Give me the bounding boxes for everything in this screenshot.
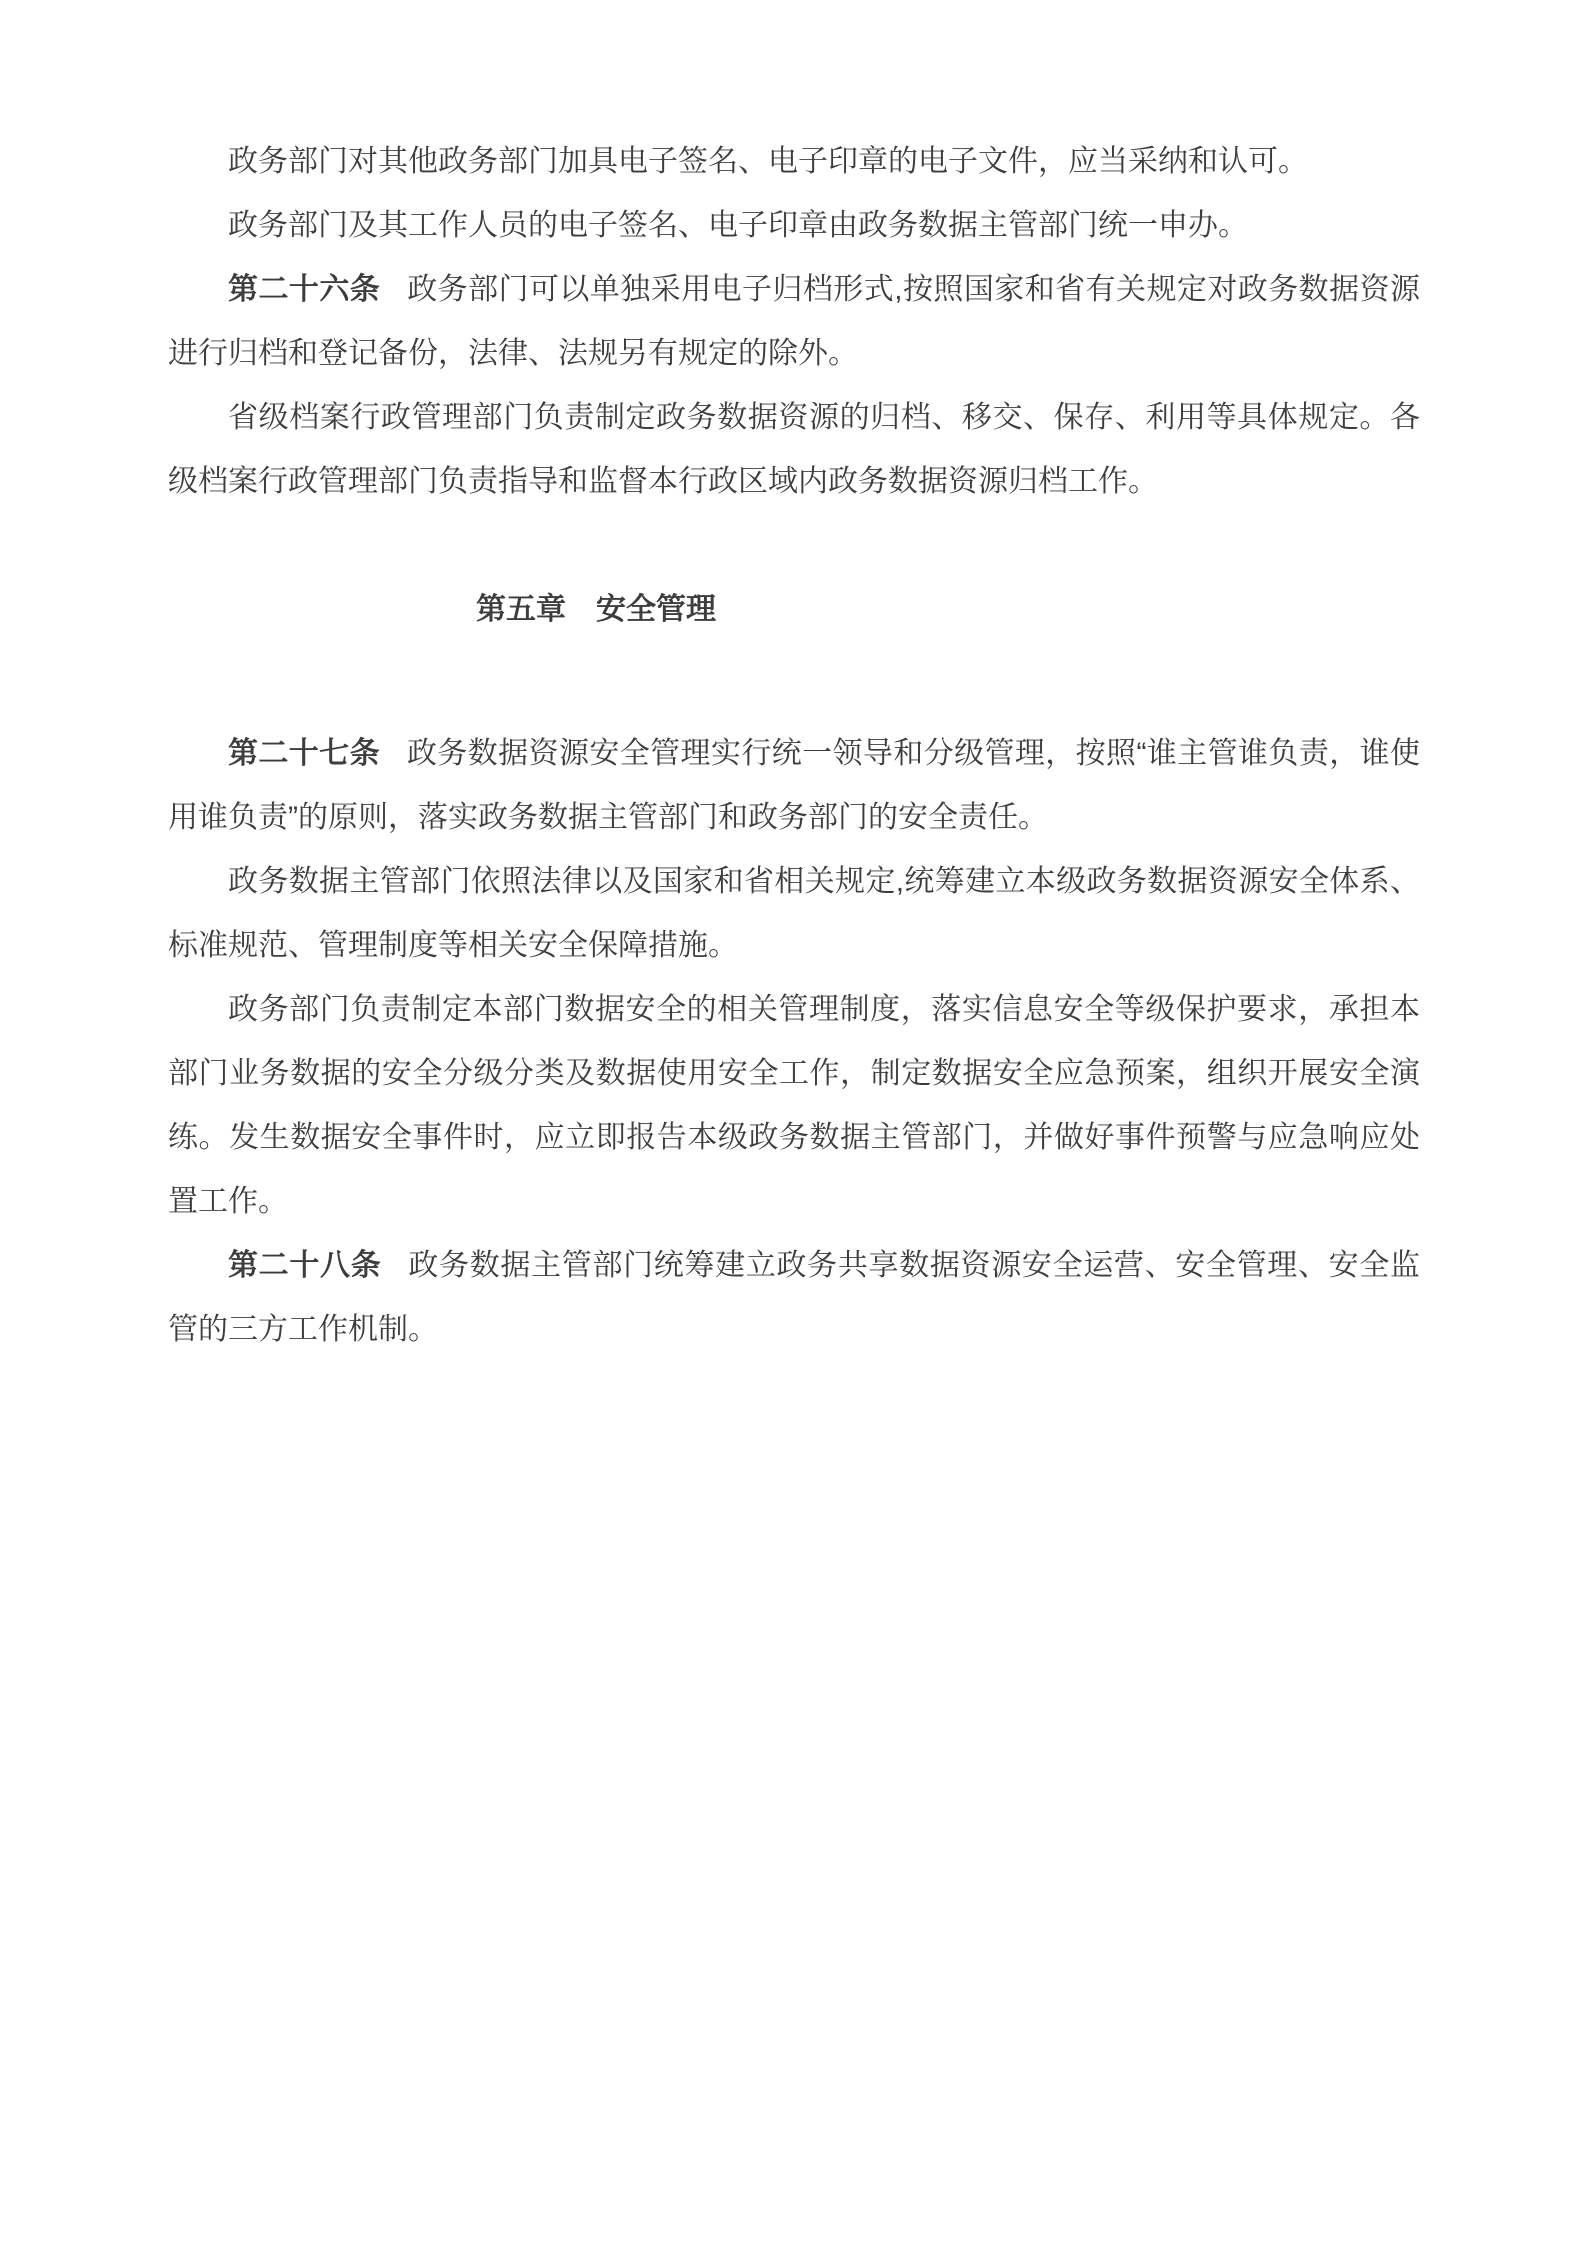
article-number: 第二十七条 — [228, 737, 380, 770]
paragraph-text: 政务数据主管部门依照法律以及国家和省相关规定,统筹建立本级政务数据资源安全体系、标准规范、管理制度等相关安全保障措施。 — [168, 865, 1420, 962]
paragraph-text: 政务数据主管部门统筹建立政务共享数据资源安全运营、安全管理、安全监管的三方工作机制。 — [168, 1249, 1421, 1346]
paragraph-text: 政务数据资源安全管理实行统一领导和分级管理，按照“谁主管谁负责，谁使用谁负责”的原则，落实政务数据主管部门和政务部门的安全责任。 — [168, 737, 1420, 834]
paragraph-text: 政务部门可以单独采用电子归档形式,按照国家和省有关规定对政务数据资源进行归档和登记备份，法律、法规另有规定的除外。 — [168, 273, 1421, 370]
paragraph — [168, 978, 1420, 1234]
paragraph — [168, 130, 1420, 194]
paragraph — [168, 386, 1420, 514]
paragraph-text: 政务部门负责制定本部门数据安全的相关管理制度，落实信息安全等级保护要求，承担本部门业务数据的安全分级分类及数据使用安全工作，制定数据安全应急预案，组织开展安全演练。发生数据安全事件时，应立即报告本级政务数据主管部门，并做好事件预警与应急响应处置工作。 — [168, 993, 1420, 1218]
paragraph-text: 政务部门及其工作人员的电子签名、电子印章由政务数据主管部门统一申办。 — [228, 209, 1248, 242]
chapter-heading: 第五章 安全管理 — [476, 593, 716, 626]
paragraph — [168, 194, 1420, 258]
paragraph — [168, 1234, 1420, 1362]
paragraph — [168, 722, 1420, 850]
article-number: 第二十八条 — [228, 1249, 382, 1282]
paragraph-text: 政务部门对其他政务部门加具电子签名、电子印章的电子文件，应当采纳和认可。 — [228, 145, 1308, 178]
paragraph-text: 省级档案行政管理部门负责制定政务数据资源的归档、移交、保存、利用等具体规定。各级档案行政管理部门负责指导和监督本行政区域内政务数据资源归档工作。 — [168, 401, 1420, 498]
paragraph — [168, 258, 1420, 386]
paragraph — [168, 850, 1420, 978]
article-number: 第二十六条 — [228, 273, 381, 306]
